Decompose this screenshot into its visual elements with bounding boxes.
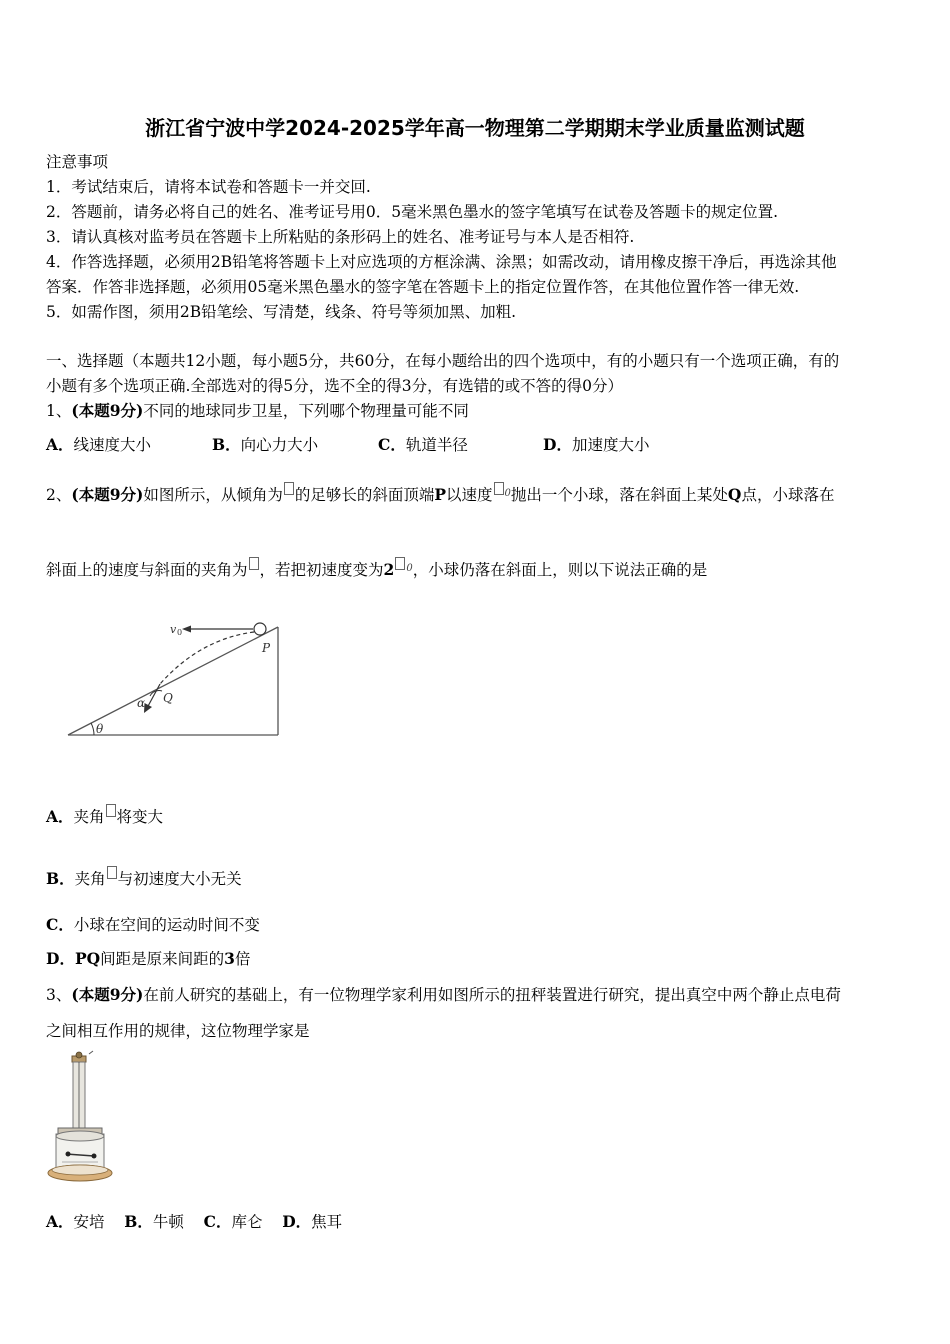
- v0-arrowhead: [182, 626, 191, 633]
- theta-placeholder-icon: [284, 482, 294, 495]
- v0-placeholder-icon: [494, 482, 504, 495]
- page-title: 浙江省宁波中学2024-2025学年高一物理第二学期期末学业质量监测试题: [145, 116, 805, 140]
- section-heading-cont: 小题有多个选项正确.全部选对的得5分，选不全的得3分，有选错的或不答的得0分）: [46, 377, 624, 395]
- q2-option-b[interactable]: B．夹角 与初速度大小无关: [46, 866, 242, 889]
- question-score: (本题9分): [71, 401, 144, 420]
- alpha-placeholder-icon: [106, 804, 116, 817]
- question-2-stem: 2、(本题9分)如图所示，从倾角为 的足够长的斜面顶端P以速度 $^0$抛出一个小球，落在斜面上某处Q点，小球落在: [46, 482, 834, 505]
- landing-arrowhead: [144, 703, 152, 713]
- incline-figure: [60, 614, 290, 744]
- alpha-placeholder-icon: [107, 866, 117, 879]
- alpha-placeholder-icon: [249, 557, 259, 570]
- q1-option-d[interactable]: D．加速度大小: [543, 435, 650, 454]
- incline-surface: [68, 627, 278, 735]
- q3-options: [46, 1212, 342, 1232]
- landing-velocity-arrow: [147, 684, 160, 708]
- theta-arc: [91, 723, 94, 735]
- notice-item: 5．如需作图，须用2B铅笔绘、写清楚，线条、符号等须加黑、加粗.: [46, 303, 517, 321]
- q1-option-c[interactable]: C．轨道半径: [378, 435, 468, 454]
- q2-option-a[interactable]: A．夹角 将变大: [46, 804, 163, 827]
- torsion-balance-figure: [44, 1050, 116, 1184]
- q3-option-b[interactable]: B．牛顿: [124, 1212, 184, 1231]
- q-label: Q: [163, 691, 173, 705]
- question-3-stem: 3、(本题9分)在前人研究的基础上，有一位物理学家利用如图所示的扭秤装置进行研究，提出真空中两个静止点电荷: [46, 985, 841, 1004]
- q1-option-b[interactable]: B．向心力大小: [212, 435, 319, 454]
- trajectory-path: [160, 632, 254, 684]
- notice-item: 答案．作答非选择题，必须用05毫米黑色墨水的签字笔在答题卡上的指定位置作答，在其他位置作答一律无效.: [46, 278, 800, 296]
- q1-option-a[interactable]: A．线速度大小: [46, 435, 152, 454]
- v0-label-sub: 0: [177, 628, 183, 637]
- v0-placeholder-icon: [395, 557, 405, 570]
- p-label: P: [262, 641, 271, 655]
- v0-label: v: [170, 623, 177, 636]
- q2-option-c[interactable]: C．小球在空间的运动时间不变: [46, 915, 260, 934]
- question-3-stem-cont: 之间相互作用的规律，这位物理学家是: [46, 1022, 310, 1040]
- notice-item: 3．请认真核对监考员在答题卡上所粘贴的条形码上的姓名、准考证号与本人是否相符.: [46, 228, 635, 246]
- q2-option-d[interactable]: D．PQ间距是原来间距的3倍: [46, 949, 251, 968]
- theta-label: θ: [96, 722, 104, 736]
- notice-item: 4．作答选择题，必须用2B铅笔将答题卡上对应选项的方框涂满、涂黑；如需改动，请用橡皮擦干净后，再选涂其他: [46, 253, 837, 271]
- notice-item: 1．考试结束后，请将本试卷和答题卡一并交回.: [46, 178, 371, 196]
- notice-heading: 注意事项: [46, 153, 109, 171]
- question-text: 不同的地球同步卫星，下列哪个物理量可能不同: [143, 402, 469, 420]
- q3-option-d[interactable]: D．焦耳: [282, 1212, 343, 1231]
- q3-option-a[interactable]: A．安培: [46, 1212, 105, 1231]
- q3-option-c[interactable]: C．库仑: [203, 1212, 263, 1231]
- section-heading: 一、选择题（本题共12小题，每小题5分，共60分，在每小题给出的四个选项中，有的小题只有一个选项正确，有的: [46, 352, 840, 370]
- alpha-label: α: [137, 696, 146, 710]
- question-1-stem: [46, 401, 469, 421]
- question-2-stem-cont: 斜面上的速度与斜面的夹角为 ，若把初速度变为2 $^0$，小球仍落在斜面上，则以下说法正确的是: [46, 557, 707, 580]
- notice-item: 2．答题前，请务必将自己的姓名、准考证号用0．5毫米黑色墨水的签字笔填写在试卷及答题卡的规定位置.: [46, 203, 779, 221]
- question-number: 1、: [46, 402, 72, 420]
- ball-icon: [254, 623, 266, 635]
